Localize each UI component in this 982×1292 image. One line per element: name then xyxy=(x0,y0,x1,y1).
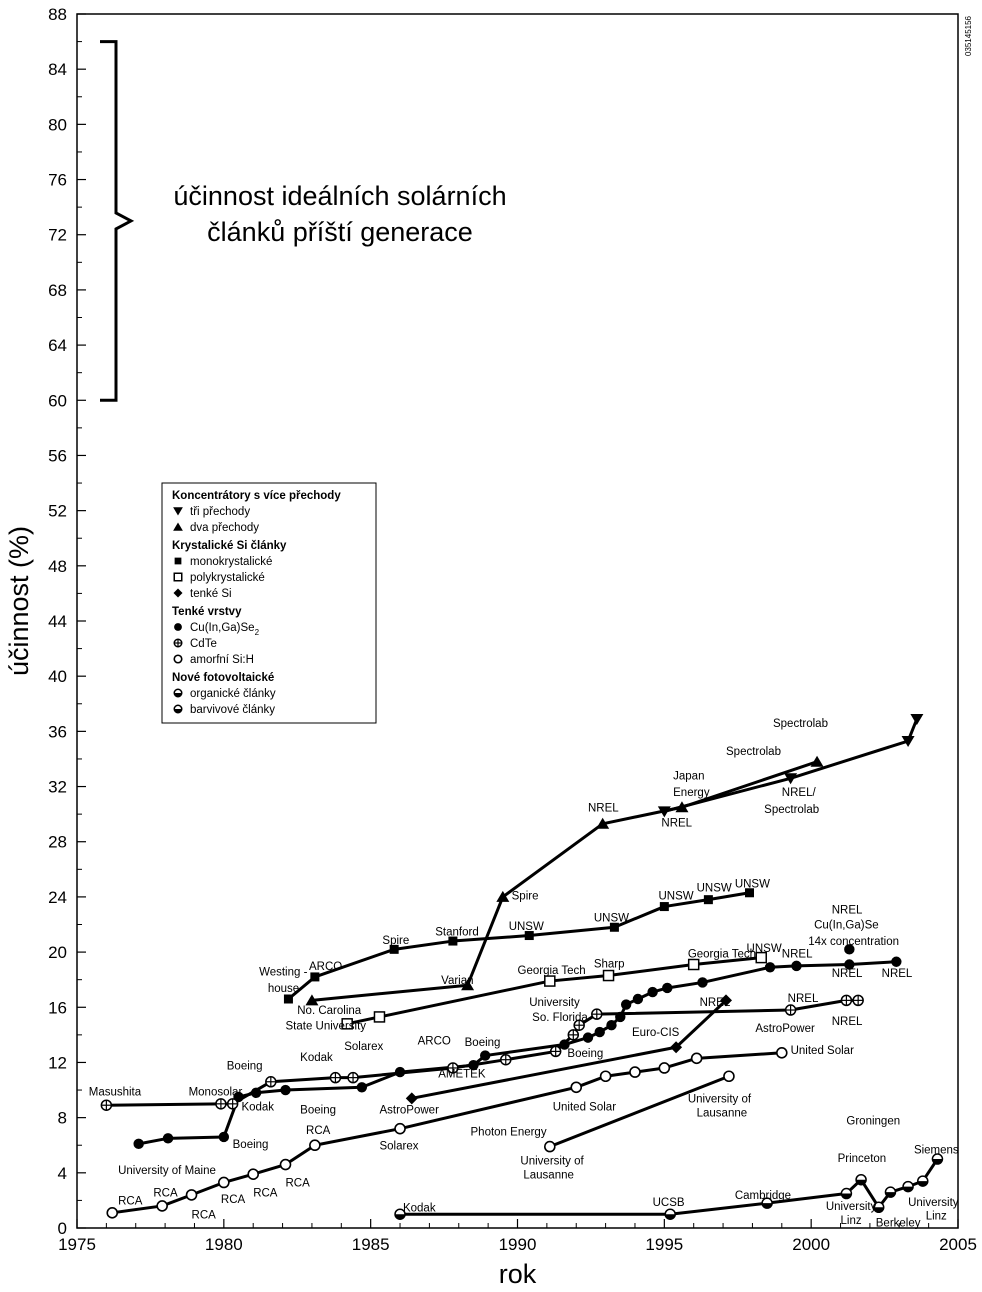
annotation-label: UNSW xyxy=(593,912,629,925)
data-point-circle-cross xyxy=(101,1100,111,1110)
data-point-square-open xyxy=(604,971,614,981)
data-point-circle-filled xyxy=(891,957,901,967)
y-axis-title: účinnost (%) xyxy=(4,525,34,677)
data-point-circle-cross xyxy=(592,1009,602,1019)
annotation-label: UNSW xyxy=(746,943,782,956)
annotation-label: RCA xyxy=(306,1125,331,1138)
annotation-label: Georgia Tech xyxy=(517,965,586,978)
data-point-circle-open xyxy=(281,1160,291,1170)
y-tick-label: 40 xyxy=(48,667,67,687)
data-point-square-filled xyxy=(284,994,293,1003)
annotation-label: Boeing xyxy=(226,1060,263,1073)
legend-box xyxy=(162,483,376,723)
data-point-circle-cross xyxy=(568,1030,578,1040)
data-point-circle-filled xyxy=(765,962,775,972)
annotation-label: Kodak xyxy=(402,1202,436,1215)
data-point-circle-open xyxy=(187,1190,197,1200)
legend-group-title: Krystalické Si články xyxy=(172,540,287,552)
annotation-label: No. Carolina xyxy=(297,1005,362,1018)
annotation-label: So. Florida xyxy=(532,1012,588,1025)
data-point-circle-cross xyxy=(348,1073,358,1083)
legend-item-label: tenké Si xyxy=(190,588,232,600)
annotation-label: Cu(In,Ga)Se xyxy=(814,919,879,932)
y-tick-label: 44 xyxy=(48,612,67,631)
data-point-circle-open xyxy=(630,1067,640,1077)
y-tick-label: 48 xyxy=(48,556,67,576)
corner-code: 035145156 xyxy=(964,16,973,57)
legend-marker-circle-half xyxy=(174,689,182,697)
data-point-circle-cross xyxy=(853,995,863,1005)
annotation-label: NREL xyxy=(831,967,863,980)
y-tick-label: 56 xyxy=(48,446,67,466)
data-point-circle-open xyxy=(107,1208,117,1218)
annotation-label: Solarex xyxy=(344,1041,384,1054)
x-tick-label: 2005 xyxy=(939,1235,977,1254)
data-point-circle-open xyxy=(219,1177,229,1187)
y-tick-label: 4 xyxy=(57,1163,67,1183)
legend-marker-square-open xyxy=(174,573,182,581)
annotation-label: Sharp xyxy=(593,958,625,971)
data-point-circle-filled xyxy=(251,1088,261,1098)
annotation-label: NREL xyxy=(881,967,913,980)
annotation-label: NREL xyxy=(831,1016,863,1029)
y-tick-label: 64 xyxy=(48,336,67,356)
annotation-label: RCA xyxy=(191,1209,216,1222)
y-tick-label: 84 xyxy=(48,60,67,80)
data-point-square-filled xyxy=(704,895,713,904)
annotation-label: Photon Energy xyxy=(470,1126,547,1139)
x-tick-label: 1985 xyxy=(351,1235,390,1254)
x-tick-label: 2000 xyxy=(792,1235,831,1254)
annotation-label: Cambridge xyxy=(734,1190,792,1203)
data-point-circle-cross xyxy=(551,1046,561,1056)
data-point-square-open xyxy=(545,976,555,986)
data-point-diamond xyxy=(406,1092,418,1104)
annotation-label: RCA xyxy=(153,1187,178,1200)
data-point-square-filled xyxy=(310,972,319,981)
annotation-label: house xyxy=(267,983,300,996)
x-tick-label: 1975 xyxy=(58,1235,96,1254)
data-point-circle-half xyxy=(665,1209,675,1219)
y-tick-label: 28 xyxy=(48,832,67,852)
y-tick-label: 52 xyxy=(48,501,67,521)
annotation-label: NREL xyxy=(587,802,619,815)
data-point-circle-cross xyxy=(216,1099,226,1109)
annotation-label: Kodak xyxy=(300,1052,333,1065)
data-point-circle-open xyxy=(310,1140,320,1150)
annotation-label: United Solar xyxy=(790,1045,854,1058)
legend-item-label: $Cu(In,Ga)Se_2$ xyxy=(190,622,260,637)
data-point-circle-filled xyxy=(791,961,801,971)
data-point-circle-filled xyxy=(615,1012,625,1022)
annotation-label: Lausanne xyxy=(696,1107,748,1120)
annotation-label: Japan xyxy=(673,770,705,783)
data-point-circle-cross xyxy=(330,1073,340,1083)
bracket-label: účinnost ideálních solárních xyxy=(173,180,507,211)
annotation-label: Stanford xyxy=(435,926,479,939)
annotation-label: University xyxy=(825,1201,877,1214)
annotation-label: University of xyxy=(687,1093,752,1106)
annotation-label: NREL xyxy=(699,996,731,1009)
annotation-label: Spire xyxy=(382,934,410,947)
x-tick-label: 1980 xyxy=(204,1235,243,1254)
data-point-square-open xyxy=(689,960,699,970)
legend-marker-square-filled xyxy=(175,558,182,565)
legend-item-label: amorfní Si:H xyxy=(190,654,254,666)
data-point-circle-filled xyxy=(662,983,672,993)
legend-item-label: barvivové články xyxy=(190,704,276,716)
annotation-label: Lausanne xyxy=(523,1169,574,1182)
data-point-circle-half xyxy=(841,1189,851,1199)
annotation-label: Monosolar xyxy=(188,1086,243,1099)
x-axis-title: rok xyxy=(498,1259,537,1289)
y-tick-label: 32 xyxy=(48,777,67,797)
annotation-label: UNSW xyxy=(696,882,732,895)
annotation-label: Georgia Tech xyxy=(687,948,757,961)
annotation-label: Euro-CIS xyxy=(632,1027,680,1040)
data-point-circle-filled xyxy=(647,987,657,997)
annotation-label: Berkeley xyxy=(875,1217,921,1230)
annotation-label: Spectrolab xyxy=(764,803,820,816)
data-point-circle-half xyxy=(856,1175,866,1185)
annotation-label: UNSW xyxy=(734,878,770,891)
data-point-circle-filled xyxy=(219,1132,229,1142)
data-point-circle-open xyxy=(659,1063,669,1073)
legend-item-label: polykrystalické xyxy=(190,572,265,584)
annotation-label: Boeing xyxy=(464,1036,501,1049)
data-point-circle-half xyxy=(885,1187,895,1197)
y-tick-label: 24 xyxy=(48,887,67,907)
annotation-label: University of xyxy=(520,1155,584,1168)
annotation-label: AstroPower xyxy=(755,1023,815,1036)
annotation-label: Spectrolab xyxy=(772,718,828,731)
legend-marker-circle-filled xyxy=(174,623,182,631)
annotation-label: Linz xyxy=(840,1214,862,1227)
data-point-circle-open xyxy=(248,1169,258,1179)
data-point-circle-open xyxy=(395,1124,405,1134)
legend-marker-circle-cross xyxy=(174,639,182,647)
y-tick-label: 36 xyxy=(48,722,67,742)
y-tick-label: 80 xyxy=(48,115,67,135)
annotation-label: Varian xyxy=(441,974,474,987)
annotation-label: Boeing xyxy=(300,1104,336,1117)
legend-group-title: Koncentrátory s více přechody xyxy=(172,490,341,502)
y-tick-label: 72 xyxy=(48,225,67,245)
data-point-circle-filled xyxy=(163,1133,173,1143)
annotation-label: RCA xyxy=(285,1177,310,1190)
legend-group-title: Nové fotovoltaické xyxy=(172,672,275,684)
y-tick-label: 8 xyxy=(57,1108,67,1128)
annotation-label: NREL/ xyxy=(781,787,816,800)
ideal-efficiency-bracket xyxy=(100,42,131,401)
data-point-circle-filled xyxy=(697,977,707,987)
data-point-circle-filled xyxy=(133,1139,143,1149)
data-point-square-filled xyxy=(660,902,669,911)
data-point-circle-half xyxy=(918,1176,928,1186)
annotation-label: Princeton xyxy=(837,1152,887,1165)
legend-item-label: monokrystalické xyxy=(190,556,273,568)
data-point-circle-cross xyxy=(841,995,851,1005)
annotation-label: Westing - xyxy=(259,966,308,979)
annotation-label: 14x concentration xyxy=(808,936,900,949)
annotation-label: United Solar xyxy=(552,1101,617,1114)
annotation-label: Siemens xyxy=(913,1144,959,1157)
data-point-circle-filled xyxy=(595,1027,605,1037)
data-point-circle-open xyxy=(692,1053,702,1063)
data-point-circle-filled xyxy=(583,1032,593,1042)
annotation-label: Kodak xyxy=(241,1101,275,1114)
x-tick-label: 1995 xyxy=(645,1235,684,1254)
data-point-circle-open xyxy=(601,1071,611,1081)
data-point-circle-filled xyxy=(280,1085,290,1095)
annotation-label: Masushita xyxy=(88,1086,142,1099)
y-tick-label: 76 xyxy=(48,170,67,190)
y-tick-label: 68 xyxy=(48,280,67,300)
annotation-label: NREL xyxy=(787,992,819,1005)
data-point-circle-cross xyxy=(501,1055,511,1065)
annotation-label: ARCO xyxy=(417,1035,451,1048)
data-point-circle-open xyxy=(777,1048,787,1058)
data-point-triangle-down xyxy=(910,714,923,725)
annotation-label: NREL xyxy=(831,904,863,917)
annotation-label: Spectrolab xyxy=(726,745,781,758)
annotation-label: RCA xyxy=(118,1195,143,1208)
annotation-label: NREL xyxy=(661,817,693,830)
data-point-circle-open xyxy=(571,1082,581,1092)
annotation-label: Groningen xyxy=(846,1115,901,1128)
annotation-label: Boeing xyxy=(232,1138,269,1151)
y-tick-label: 12 xyxy=(48,1053,67,1073)
data-point-circle-filled xyxy=(606,1020,616,1030)
annotation-label: UCSB xyxy=(652,1196,685,1209)
annotation-label: ARCO xyxy=(308,961,343,974)
data-point-square-open xyxy=(374,1012,384,1022)
annotation-label: UNSW xyxy=(508,921,544,934)
annotation-label: Energy xyxy=(673,787,710,800)
annotation-label: RCA xyxy=(220,1194,246,1207)
y-tick-label: 0 xyxy=(57,1219,67,1238)
annotation-label: Linz xyxy=(925,1210,947,1223)
legend-marker-circle-half xyxy=(174,705,182,713)
data-point-circle-filled xyxy=(621,999,631,1009)
annotation-label: UNSW xyxy=(658,890,694,903)
data-point-circle-open xyxy=(724,1071,734,1081)
annotation-label: University of Maine xyxy=(118,1165,216,1178)
data-point-circle-open xyxy=(157,1201,167,1211)
legend-item-label: dva přechody xyxy=(190,522,260,534)
annotation-label: NREL xyxy=(781,948,813,961)
annotation-label: Spire xyxy=(511,890,539,903)
annotation-label: Boeing xyxy=(567,1047,604,1060)
data-point-triangle-up xyxy=(811,756,824,767)
legend-item-label: organické články xyxy=(190,688,276,700)
y-tick-label: 88 xyxy=(48,5,67,24)
data-point-circle-filled xyxy=(395,1067,405,1077)
bracket-label: článků příští generace xyxy=(207,216,473,247)
data-point-circle-cross xyxy=(266,1077,276,1087)
data-point-circle-filled xyxy=(357,1082,367,1092)
annotation-label: AstroPower xyxy=(379,1104,439,1117)
legend-group-title: Tenké vrstvy xyxy=(172,606,242,618)
data-point-circle-filled xyxy=(633,994,643,1004)
x-tick-label: 1990 xyxy=(498,1235,537,1254)
y-tick-label: 16 xyxy=(48,998,67,1018)
annotation-label: University xyxy=(908,1196,959,1209)
annotation-label: RCA xyxy=(253,1187,278,1200)
series-line xyxy=(288,890,749,999)
data-point-circle-cross xyxy=(228,1099,238,1109)
y-tick-label: 60 xyxy=(48,391,67,411)
annotation-label: University xyxy=(529,996,580,1009)
annotation-label: State University xyxy=(285,1020,367,1033)
data-point-circle-half xyxy=(903,1182,913,1192)
legend-item-label: CdTe xyxy=(190,638,217,650)
annotation-label: Solarex xyxy=(379,1140,419,1153)
annotation-label: AMETEK xyxy=(438,1068,486,1081)
data-point-circle-cross xyxy=(786,1005,796,1015)
y-tick-label: 20 xyxy=(48,943,67,963)
legend-item-label: tři přechody xyxy=(190,506,251,518)
data-point-circle-filled xyxy=(480,1050,490,1060)
data-point-circle-open xyxy=(545,1142,555,1152)
legend-marker-circle-open xyxy=(174,655,182,663)
